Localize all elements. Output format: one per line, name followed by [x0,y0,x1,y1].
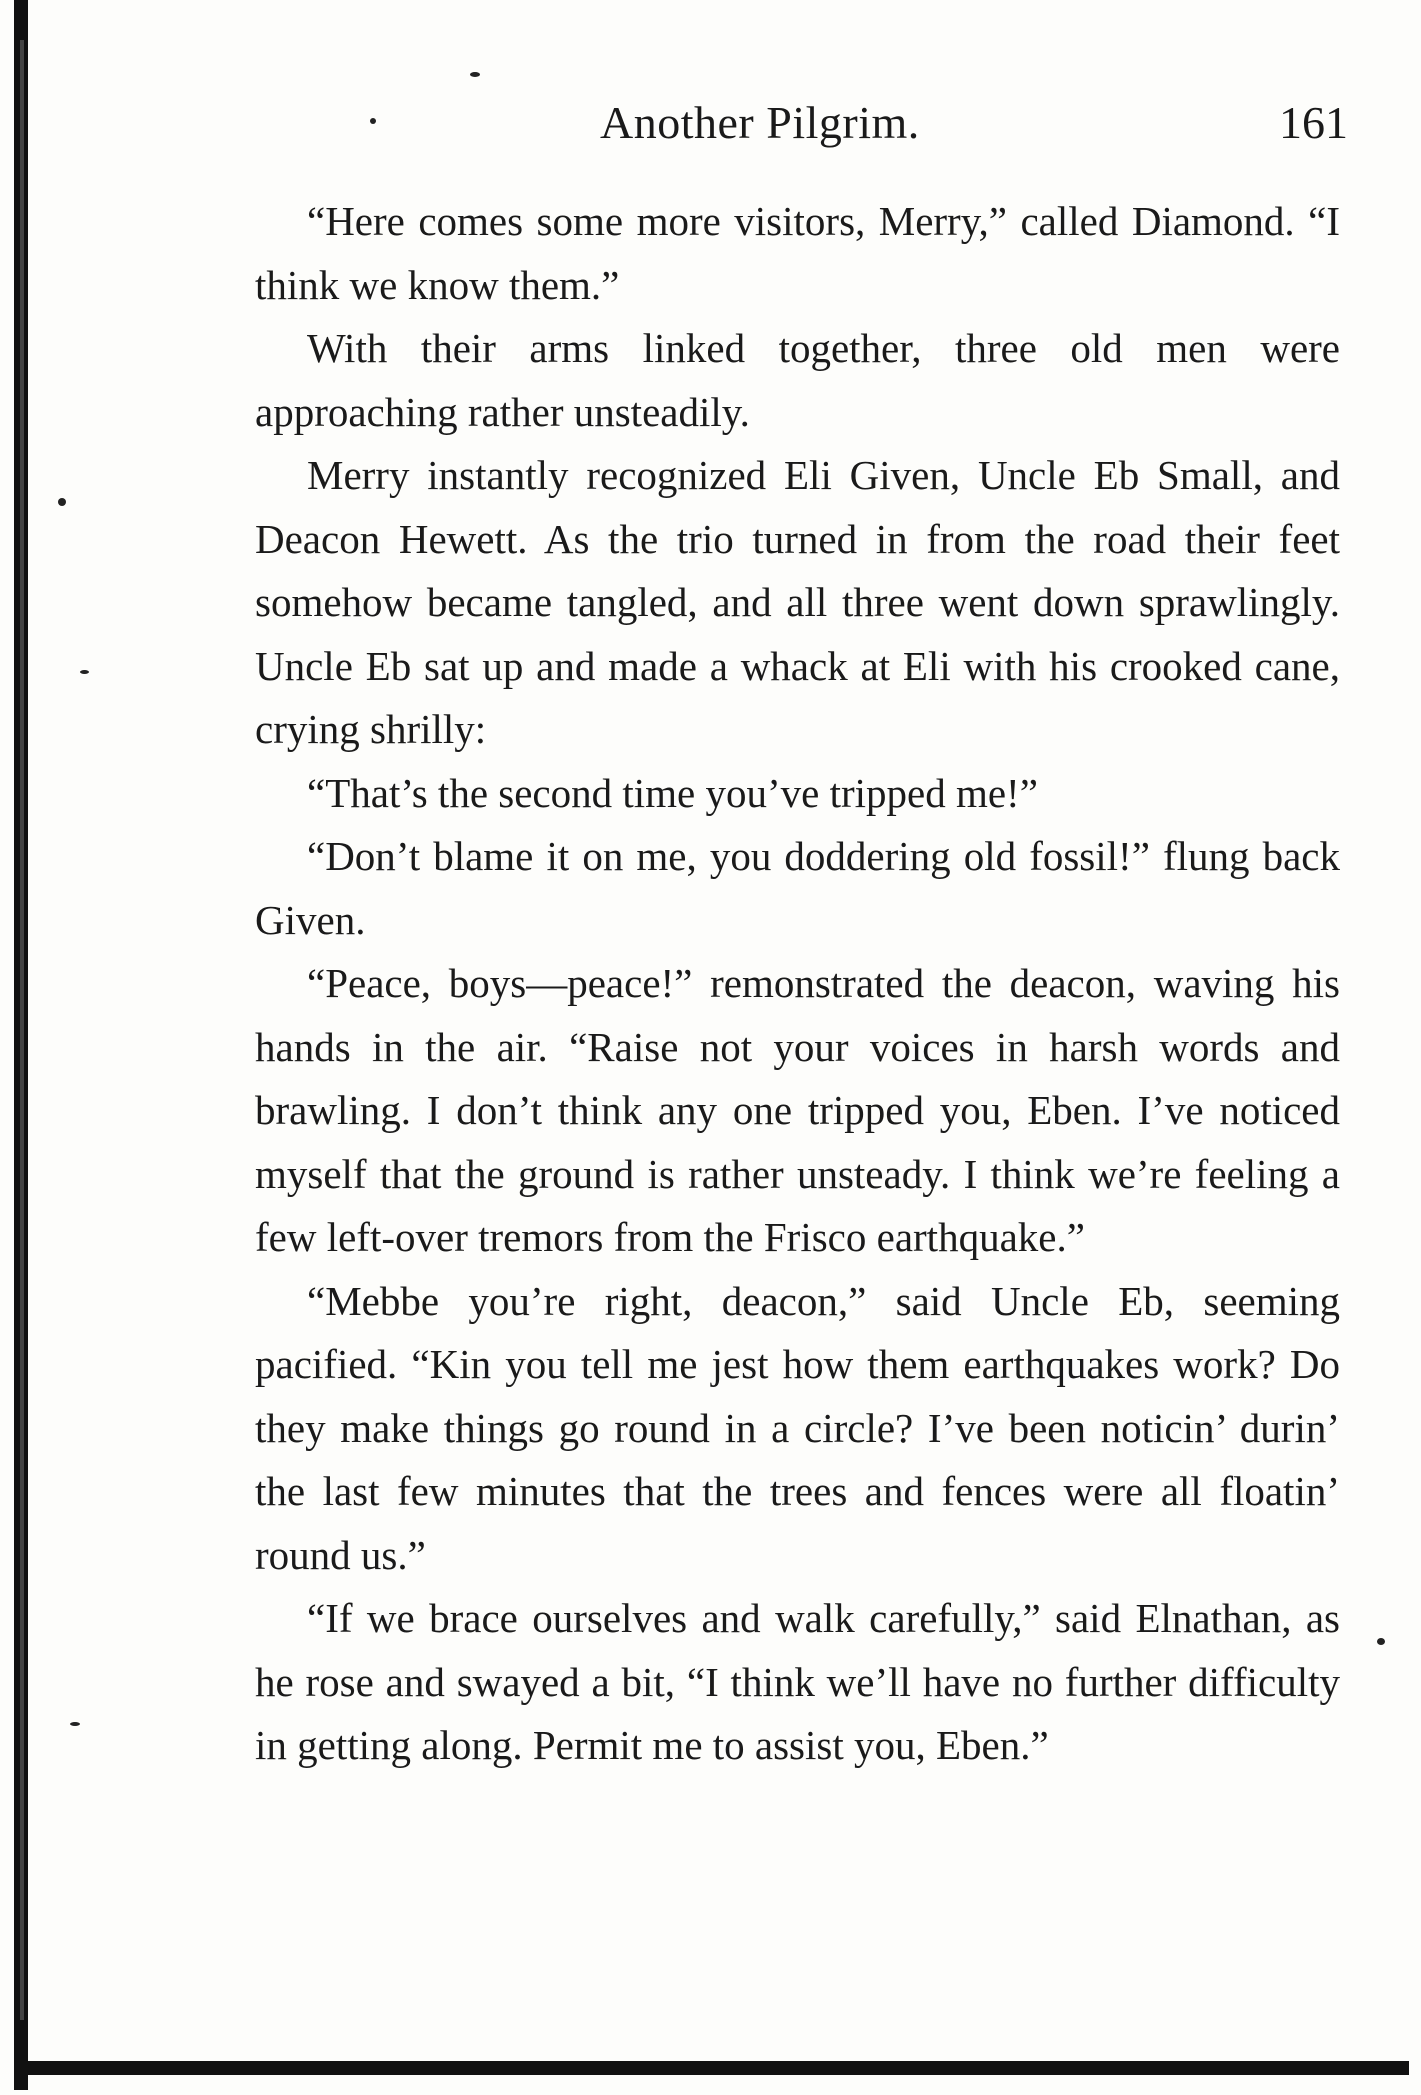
page-number: 161 [1279,97,1348,148]
scan-speck [80,670,89,674]
scan-speck [470,72,480,77]
paragraph: Merry instantly recognized Eli Given, Uncle Eb Small, and Deacon Hewett. As the trio turned in from the road their feet somehow became tangled, and all three went down sprawlingly. Uncle Eb sat up and made a whack at Eli with his crooked cane, crying shrilly: [255,452,1340,752]
paragraph: “That’s the second time you’ve tripped me!” [307,769,1038,816]
page-header [250,96,1350,156]
paragraph: “Peace, boys—peace!” remonstrated the deacon, waving his hands in the air. “Raise not your voices in harsh words and brawling. I don’t think any one tripped you, Eben. I’ve noticed myself that the ground is rather unsteady. I think we’re feeling a few left-over tremors from the Frisco earthquake.” [255,960,1340,1260]
running-title: Another Pilgrim. [600,97,920,148]
page-edge-bottom [14,2061,1409,2075]
paragraph: “Mebbe you’re right, deacon,” said Uncle Eb, seeming pacified. “Kin you tell me jest how them earthquakes work? Do they make things go round in a circle? I’ve been noticin’ durin’ the last few minutes that the trees and fences were all floatin’ round us.” [255,1277,1340,1578]
paragraph: With their arms linked together, three old men were approaching rather unsteadily. [255,325,1340,435]
scan-speck [58,498,66,506]
scan-speck [1377,1638,1385,1645]
page-edge-left [14,0,28,2090]
page-edge-inner [20,40,24,2020]
scan-speck [70,1722,80,1726]
body-text [255,190,1340,1778]
paragraph: “Here comes some more visitors, Merry,” called Diamond. “I think we know them.” [255,198,1340,308]
paragraph: “Don’t blame it on me, you doddering old fossil!” flung back Given. [255,833,1340,943]
paragraph: “If we brace ourselves and walk carefully,” said Elnathan, as he rose and swayed a bit, “I think we’ll have no further difficulty in getting along. Permit me to assist you, Eben.” [255,1595,1340,1768]
